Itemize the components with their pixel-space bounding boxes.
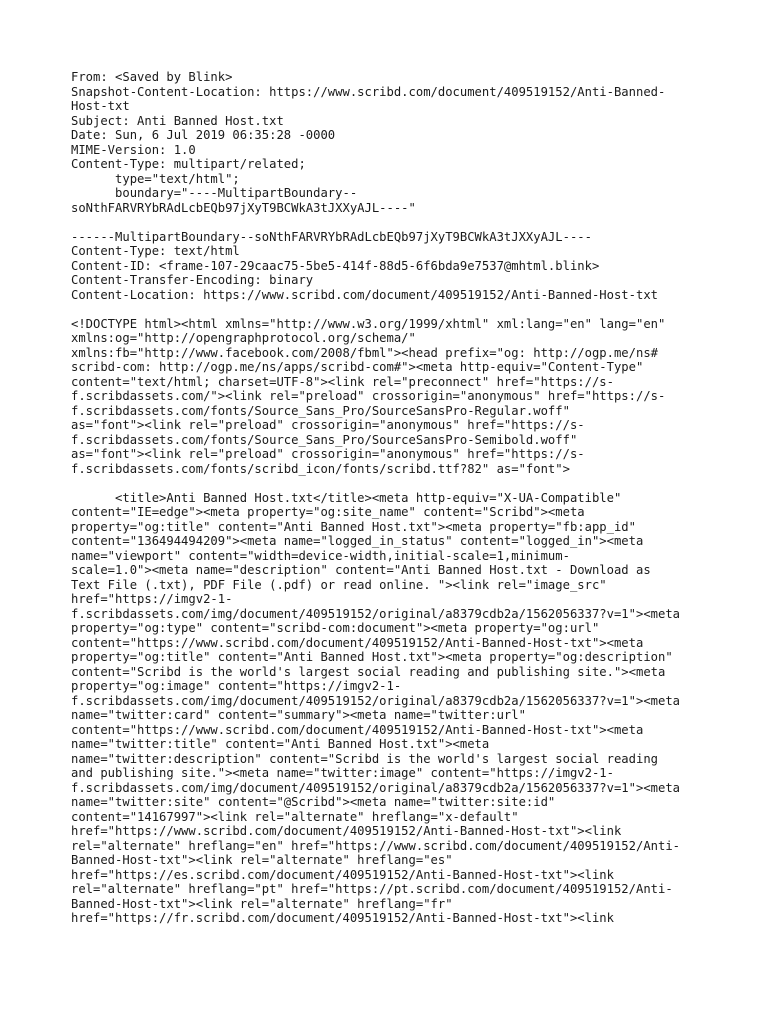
blank-line [71, 476, 731, 491]
text-line: name="twitter:card" content="summary"><meta name="twitter:url" [71, 708, 526, 722]
html-meta-block [71, 491, 731, 926]
text-line: Content-Location: https://www.scribd.com/document/409519152/Anti-Banned-Host-txt [71, 287, 658, 302]
text-line: name="twitter:description" content="Scribd is the world's largest social reading [71, 751, 658, 766]
document-page [71, 70, 731, 926]
text-line: type="text/html"; [71, 171, 240, 186]
text-line: scribd-com: http://ogp.me/ns/apps/scribd-com#"><meta http-equiv="Content-Type" [71, 360, 644, 374]
text-line: href="https://imgv2-1- [71, 592, 233, 606]
text-line: f.scribdassets.com/img/document/409519152/original/a8379cdb2a/1562056337?v=1"><meta [71, 606, 681, 621]
text-line: Date: Sun, 6 Jul 2019 06:35:28 -0000 [71, 128, 336, 142]
text-line: Content-Transfer-Encoding: binary [71, 273, 314, 287]
part-header-block [71, 230, 731, 303]
text-line: f.scribdassets.com/img/document/409519152/original/a8379cdb2a/1562056337?v=1"><meta [71, 693, 681, 708]
text-line: rel="alternate" hreflang="en" href="https://www.scribd.com/document/409519152/Anti- [71, 838, 681, 853]
text-line: content="https://www.scribd.com/document/409519152/Anti-Banned-Host-txt"><meta [71, 722, 644, 737]
text-line: f.scribdassets.com/fonts/scribd_icon/fonts/scribd.ttf?82" as="font"> [71, 461, 570, 476]
html-head-block [71, 317, 731, 477]
text-line: Content-Type: text/html [71, 244, 240, 258]
text-line: property="og:title" content="Anti Banned Host.txt"><meta property="fb:app_id" [71, 519, 636, 534]
text-line: content="136494494209"><meta name="logged_in_status" content="logged_in"><meta [71, 534, 644, 548]
text-line: Banned-Host-txt"><link rel="alternate" hreflang="es" [71, 853, 453, 867]
text-line: property="og:title" content="Anti Banned Host.txt"><meta property="og:description" [71, 650, 673, 664]
text-line: property="og:image" content="https://imgv2-1- [71, 679, 402, 693]
text-line: Banned-Host-txt"><link rel="alternate" hreflang="fr" [71, 896, 453, 911]
text-line: xmlns:fb="http://www.facebook.com/2008/fbml"><head prefix="og: http://ogp.me/ns# [71, 345, 658, 360]
text-line: content="Scribd is the world's largest social reading and publishing site."><meta [71, 664, 666, 679]
text-line: xmlns:og="http://opengraphprotocol.org/schema/" [71, 331, 416, 345]
text-line: Content-Type: multipart/related; [71, 157, 306, 171]
text-line: content="text/html; charset=UTF-8"><link rel="preconnect" href="https://s- [71, 374, 614, 389]
text-line: content="https://www.scribd.com/document/409519152/Anti-Banned-Host-txt"><meta [71, 635, 644, 650]
text-line: Text File (.txt), PDF File (.pdf) or read online. "><link rel="image_src" [71, 577, 607, 592]
text-line: name="twitter:site" content="@Scribd"><meta name="twitter:site:id" [71, 795, 556, 809]
text-line: as="font"><link rel="preload" crossorigin="anonymous" href="https://s- [71, 447, 585, 461]
text-line: boundary="----MultipartBoundary-- [71, 186, 358, 200]
blank-line [71, 215, 731, 230]
text-line: name="twitter:title" content="Anti Banned Host.txt"><meta [71, 737, 490, 751]
text-line: content="IE=edge"><meta property="og:site_name" content="Scribd"><meta [71, 505, 585, 519]
text-line: f.scribdassets.com/img/document/409519152/original/a8379cdb2a/1562056337?v=1"><meta [71, 780, 681, 795]
text-line: <title>Anti Banned Host.txt</title><meta http-equiv="X-UA-Compatible" [71, 490, 622, 505]
text-line: and publishing site."><meta name="twitter:image" content="https://imgv2-1- [71, 766, 614, 780]
text-line: name="viewport" content="width=device-width,initial-scale=1,minimum- [71, 548, 570, 563]
text-line: href="https://fr.scribd.com/document/409519152/Anti-Banned-Host-txt"><link [71, 911, 614, 925]
text-line: as="font"><link rel="preload" crossorigin="anonymous" href="https://s- [71, 418, 585, 432]
text-line: content="14167997"><link rel="alternate" hreflang="x-default" [71, 809, 519, 824]
text-line: scale=1.0"><meta name="description" content="Anti Banned Host.txt - Download as [71, 563, 651, 577]
text-line: MIME-Version: 1.0 [71, 142, 196, 157]
text-line: <!DOCTYPE html><html xmlns="http://www.w3.org/1999/xhtml" xml:lang="en" lang="en" [71, 316, 666, 331]
text-line: f.scribdassets.com/fonts/Source_Sans_Pro/SourceSansPro-Regular.woff" [71, 403, 570, 418]
text-line: Host-txt [71, 99, 130, 113]
text-line: Content-ID: <frame-107-29caac75-5be5-414f-88d5-6f6bda9e7537@mhtml.blink> [71, 258, 600, 273]
mime-header-block [71, 70, 731, 215]
text-line: f.scribdassets.com/"><link rel="preload" crossorigin="anonymous" href="https://s- [71, 389, 666, 403]
text-line: property="og:type" content="scribd-com:document"><meta property="og:url" [71, 621, 600, 635]
text-line: href="https://www.scribd.com/document/409519152/Anti-Banned-Host-txt"><link [71, 824, 622, 838]
text-line: rel="alternate" hreflang="pt" href="https://pt.scribd.com/document/409519152/Anti- [71, 882, 673, 896]
text-line: ------MultipartBoundary--soNthFARVRYbRAdLcbEQb97jXyT9BCWkA3tJXXyAJL---- [71, 229, 592, 244]
text-line: From: <Saved by Blink> [71, 70, 233, 84]
text-line: f.scribdassets.com/fonts/Source_Sans_Pro/SourceSansPro-Semibold.woff" [71, 432, 578, 447]
text-line: Subject: Anti Banned Host.txt [71, 113, 284, 128]
text-line: Snapshot-Content-Location: https://www.scribd.com/document/409519152/Anti-Banned- [71, 84, 666, 99]
text-line: href="https://es.scribd.com/document/409519152/Anti-Banned-Host-txt"><link [71, 867, 614, 882]
text-line: soNthFARVRYbRAdLcbEQb97jXyT9BCWkA3tJXXyAJL----" [71, 200, 416, 215]
blank-line [71, 302, 731, 317]
